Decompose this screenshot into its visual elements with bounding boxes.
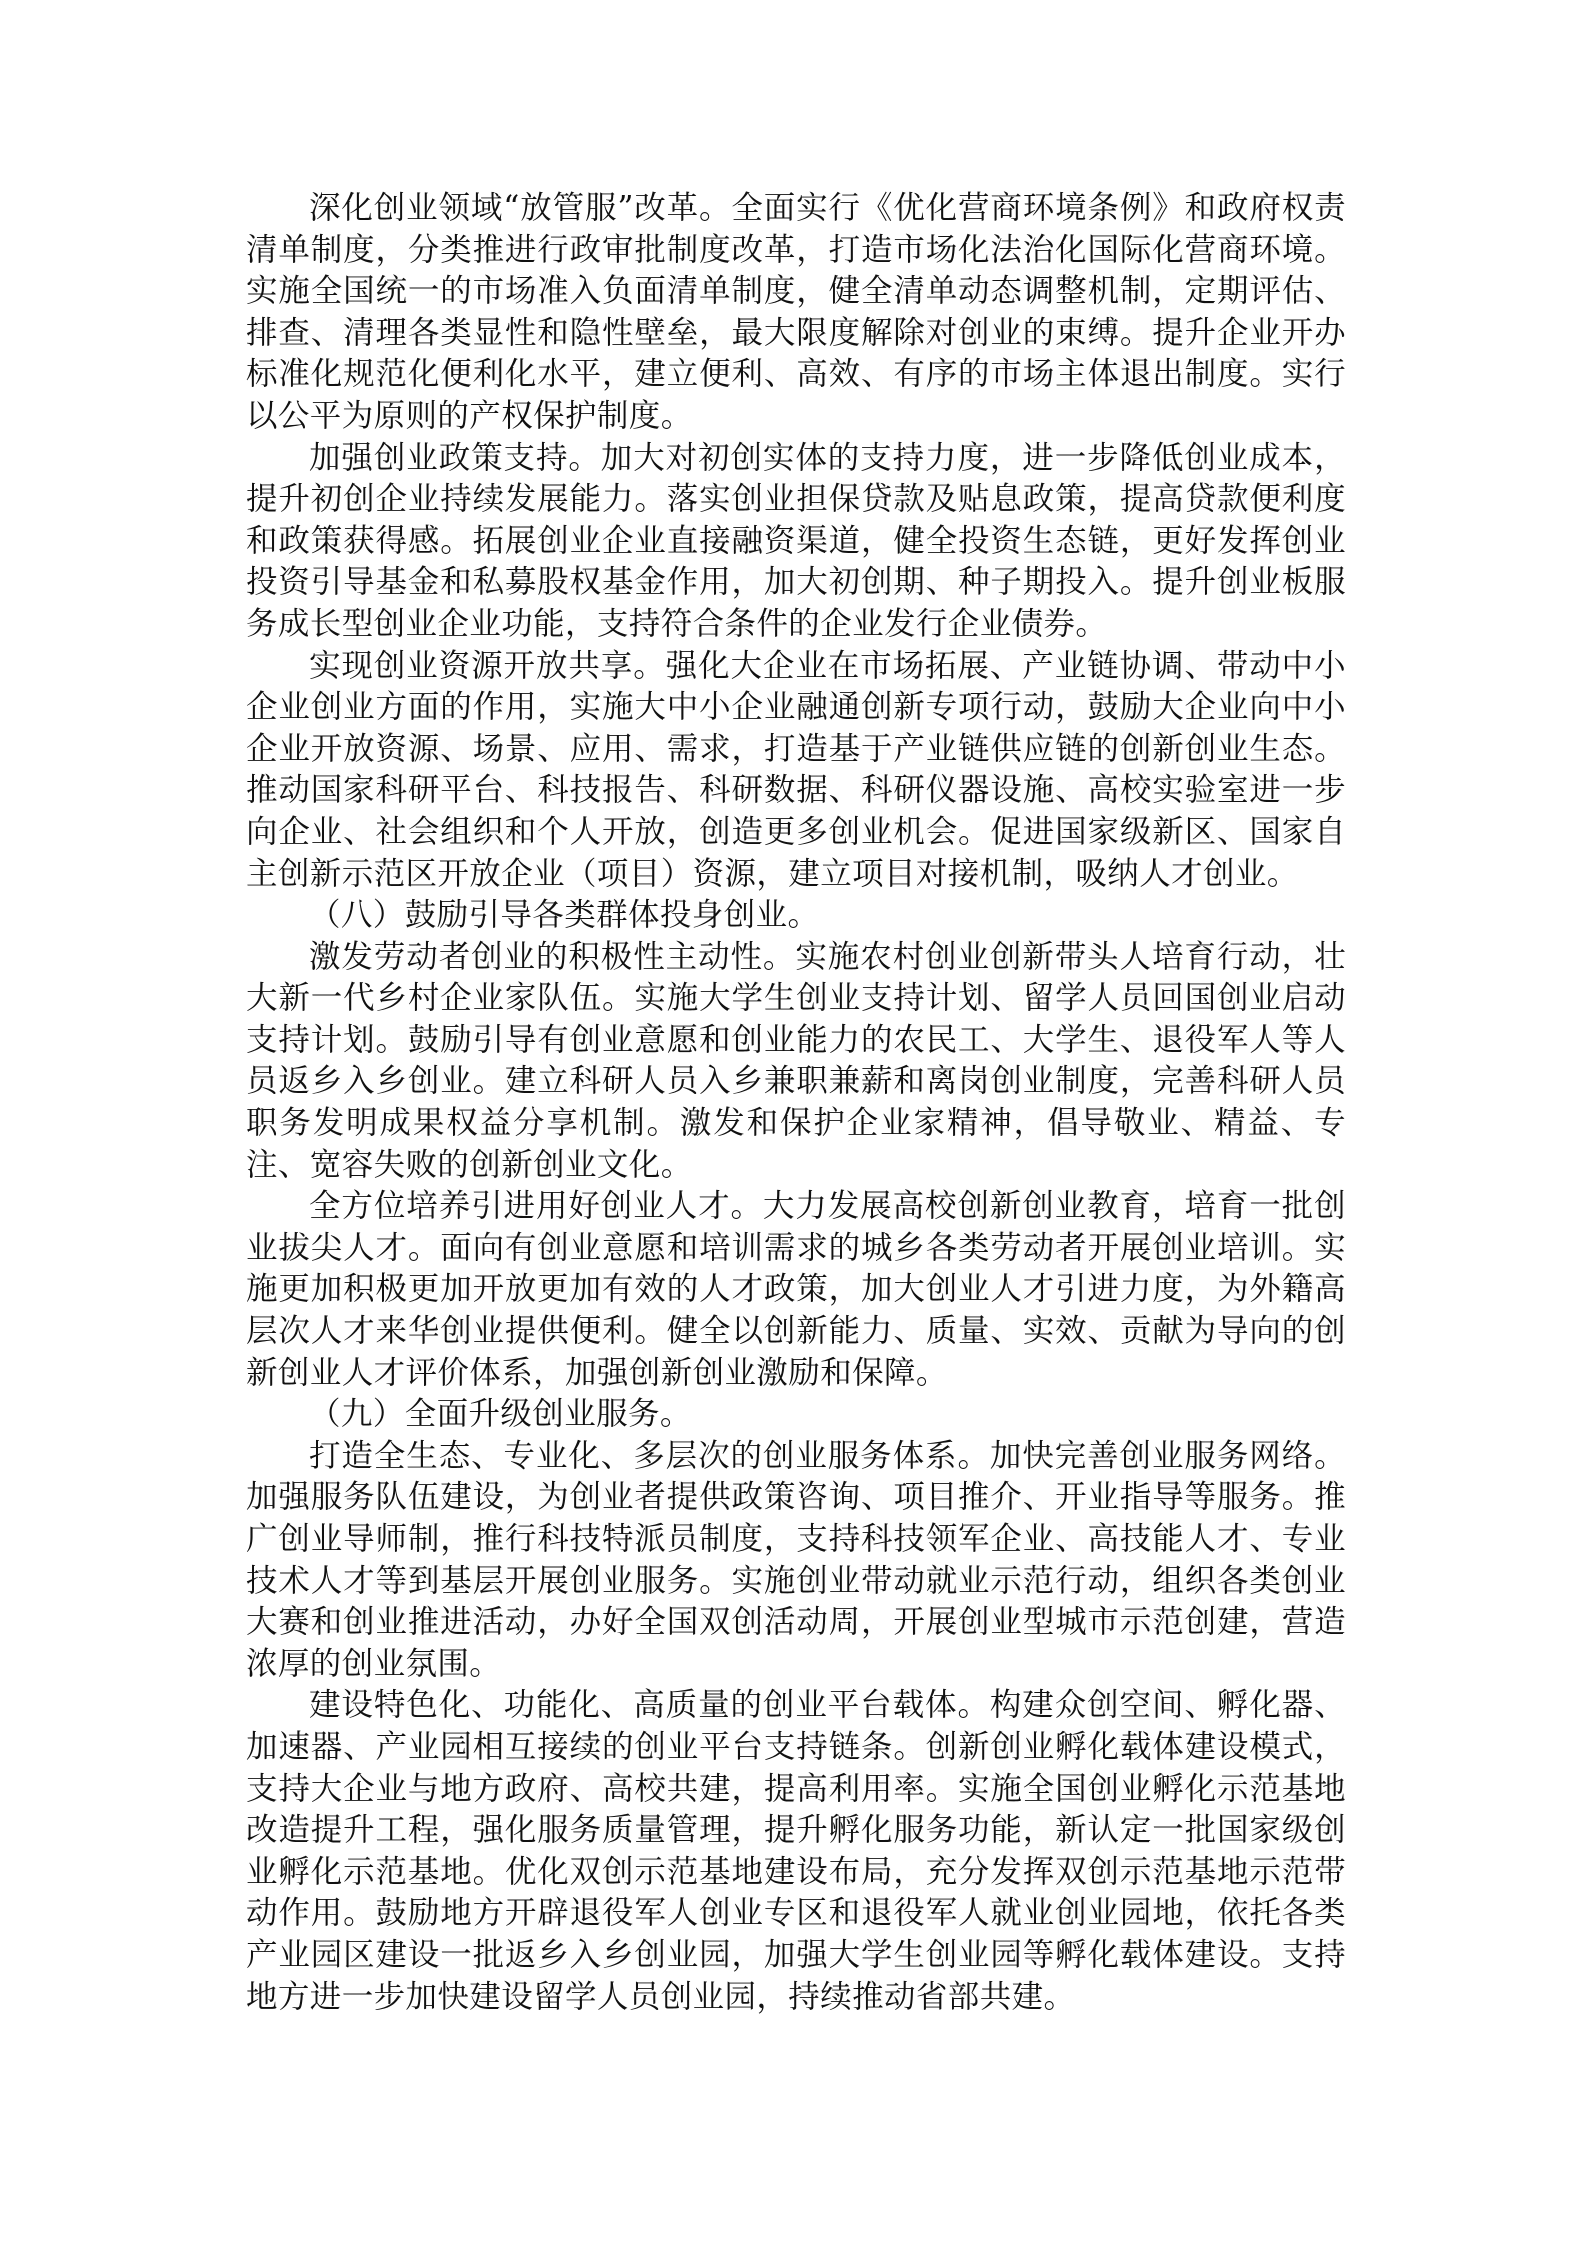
paragraph-worker-initiative: 激发劳动者创业的积极性主动性。实施农村创业创新带头人培育行动，壮大新一代乡村企业家队伍。实施大学生创业支持计划、留学人员回国创业启动支持计划。鼓励引导有创业意愿和创业能力的农民工、大学生、退役军人等人员返乡入乡创业。建立科研人员入乡兼职兼薪和离岗创业制度，完善科研人员职务发明成果权益分享机制。激发和保护企业家精神，倡导敬业、精益、专注、宽容失败的创新创业文化。 (246, 938, 1346, 1183)
paragraph-talent: 全方位培养引进用好创业人才。大力发展高校创新创业教育，培育一批创业拔尖人才。面向有创业意愿和培训需求的城乡各类劳动者开展创业培训。实施更加积极更加开放更加有效的人才政策，加大创业人才引进力度，为外籍高层次人才来华创业提供便利。健全以创新能力、质量、实效、贡献为导向的创新创业人才评价体系，加强创新创业激励和保障。 (246, 1188, 1346, 1391)
paragraph-policy-support: 加强创业政策支持。加大对初创实体的支持力度，进一步降低创业成本，提升初创企业持续发展能力。落实创业担保贷款及贴息政策，提高贷款便利度和政策获得感。拓展创业企业直接融资渠道，健全投资生态链，更好发挥创业投资引导基金和私募股权基金作用，加大初创期、种子期投入。提升创业板服务成长型创业企业功能，支持符合条件的企业发行企业债券。 (246, 439, 1346, 642)
paragraph-resource-sharing: 实现创业资源开放共享。强化大企业在市场拓展、产业链协调、带动中小企业创业方面的作用，实施大中小企业融通创新专项行动，鼓励大企业向中小企业开放资源、场景、应用、需求，打造基于产业链供应链的创新创业生态。推动国家科研平台、科技报告、科研数据、科研仪器设施、高校实验室进一步向企业、社会组织和个人开放，创造更多创业机会。促进国家级新区、国家自主创新示范区开放企业（项目）资源，建立项目对接机制，吸纳人才创业。 (246, 647, 1346, 892)
document-page (246, 188, 1346, 2018)
paragraph-reform: 深化创业领域“放管服”改革。全面实行《优化营商环境条例》和政府权责清单制度，分类推进行政审批制度改革，打造市场化法治化国际化营商环境。实施全国统一的市场准入负面清单制度，健全清单动态调整机制，定期评估、排查、清理各类显性和隐性壁垒，最大限度解除对创业的束缚。提升企业开办标准化规范化便利化水平，建立便利、高效、有序的市场主体退出制度。实行以公平为原则的产权保护制度。 (246, 190, 1346, 434)
paragraph-platform: 建设特色化、功能化、高质量的创业平台载体。构建众创空间、孵化器、加速器、产业园相互接续的创业平台支持链条。创新创业孵化载体建设模式，支持大企业与地方政府、高校共建，提高利用率。实施全国创业孵化示范基地改造提升工程，强化服务质量管理，提升孵化服务功能，新认定一批国家级创业孵化示范基地。优化双创示范基地建设布局，充分发挥双创示范基地示范带动作用。鼓励地方开辟退役军人创业专区和退役军人就业创业园地，依托各类产业园区建设一批返乡入乡创业园，加强大学生创业园等孵化载体建设。支持地方进一步加快建设留学人员创业园，持续推动省部共建。 (246, 1687, 1346, 2015)
paragraph-service-system: 打造全生态、专业化、多层次的创业服务体系。加快完善创业服务网络。加强服务队伍建设，为创业者提供政策咨询、项目推介、开业指导等服务。推广创业导师制，推行科技特派员制度，支持科技领军企业、高技能人才、专业技术人才等到基层开展创业服务。实施创业带动就业示范行动，组织各类创业大赛和创业推进活动，办好全国双创活动周，开展创业型城市示范创建，营造浓厚的创业氛围。 (246, 1437, 1346, 1682)
section-heading-9: （九）全面升级创业服务。 (309, 1396, 692, 1433)
section-heading-8: （八）鼓励引导各类群体投身创业。 (309, 897, 820, 934)
